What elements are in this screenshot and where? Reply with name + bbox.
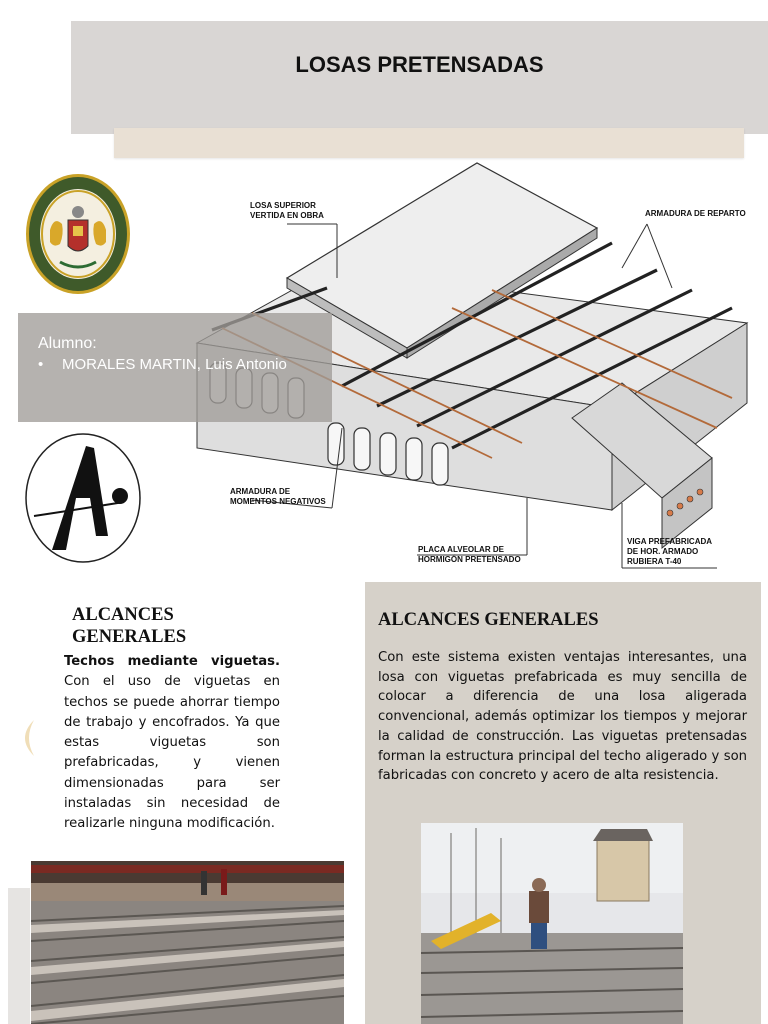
label-armadura-reparto: ARMADURA DE REPARTO [645,209,746,218]
label-armadura-negativos-1: ARMADURA DE [230,487,291,496]
university-seal-icon [24,172,132,296]
student-name: MORALES MARTIN, Luis Antonio [62,356,287,373]
construction-photo-right [421,823,683,1024]
student-box [18,313,332,422]
right-panel [365,582,761,1024]
accent-bar [114,128,744,158]
left-heading [72,604,292,648]
label-armadura-negativos-2: MOMENTOS NEGATIVOS [230,497,326,506]
right-body: Con este sistema existen ventajas interesantes, una losa con viguetas prefabricada es muy sencilla de colocar a diferencia de una losa aligerada convencional, además optimizar los tiempos y mejorar la calidad de construcción. Las viguetas pretensadas forman la estructura principal del techo aligerado y son fabricadas con concreto y acero de alta resistencia. [378,650,747,784]
gray-strip [8,888,30,1024]
construction-photo-left [31,861,344,1024]
right-heading: ALCANCES GENERALES [378,610,599,630]
page-title: LOSAS PRETENSADAS [295,52,544,77]
bullet: • [38,356,44,373]
label-placa-1: PLACA ALVEOLAR DE [418,545,504,554]
letter-a-logo-icon [24,432,142,564]
left-heading-line2: GENERALES [72,627,187,647]
label-losa-superior-1: LOSA SUPERIOR [250,201,316,210]
left-body-text: Con el uso de viguetas en techos se puede ahorrar tiempo de trabajo y encofrados. Ya que estas viguetas son prefabricadas, y vienen dimensionadas para ser instaladas sin necesidad de realizarle ninguna modificación. [64,674,280,832]
label-viga-3: RUBIERA T-40 [627,557,682,566]
label-viga-2: DE HOR. ARMADO [627,547,699,556]
left-heading-line1: ALCANCES [72,605,174,625]
label-viga-1: VIGA PREFABRICADA [627,537,713,546]
left-lead: Techos mediante viguetas. [64,654,280,669]
decorative-shape [14,718,36,758]
label-losa-superior-2: VERTIDA EN OBRA [250,211,324,220]
student-label: Alumno: [38,335,97,352]
label-placa-2: HORMIGÓN PRETENSADO [418,555,521,564]
left-body [64,652,280,835]
